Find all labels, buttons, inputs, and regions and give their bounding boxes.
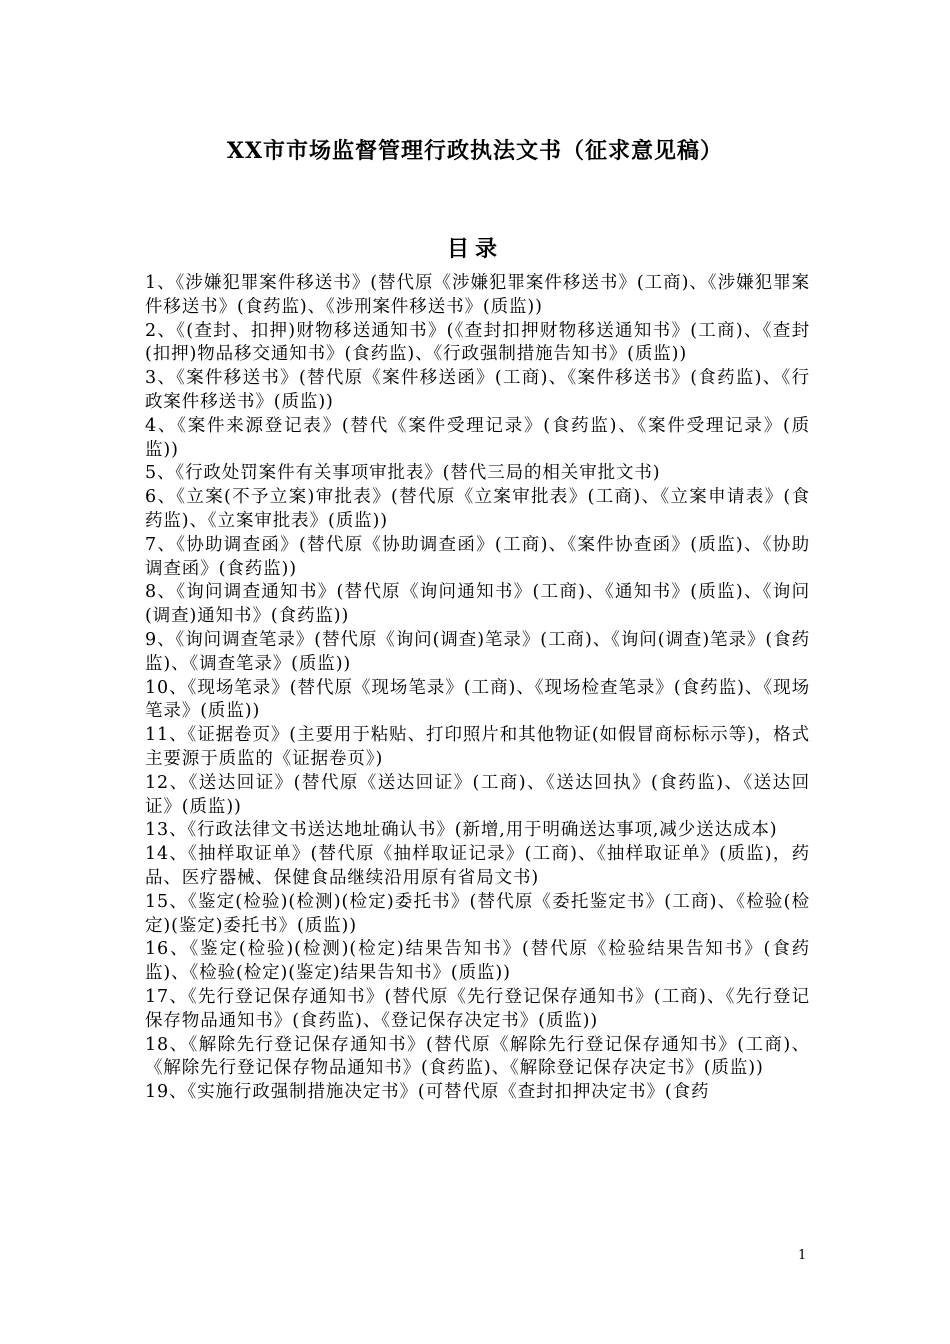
toc-item: 9、《询问调查笔录》(替代原《询问(调查)笔录》(工商)、《询问(调查)笔录》(食药监)、《调查笔录》(质监)) <box>145 629 810 674</box>
toc-item: 4、《案件来源登记表》(替代《案件受理记录》(食药监)、《案件受理记录》(质监)) <box>145 415 810 460</box>
page-number: 1 <box>798 1248 807 1263</box>
toc-item: 5、《行政处罚案件有关事项审批表》(替代三局的相关审批文书) <box>145 463 661 484</box>
toc-item: 19、《实施行政强制措施决定书》(可替代原《查封扣押决定书》(食药 <box>145 1082 710 1103</box>
toc-item: 6、《立案(不予立案)审批表》(替代原《立案审批表》(工商)、《立案申请表》(食药监)、《立案审批表》(质监)) <box>145 487 810 531</box>
table-of-contents <box>145 272 810 1105</box>
toc-item: 10、《现场笔录》(替代原《现场笔录》(工商)、《现场检查笔录》(食药监)、《现场笔录》(质监)) <box>145 677 810 722</box>
toc-item: 16、《鉴定(检验)(检测)(检定)结果告知书》(替代原《检验结果告知书》(食药监)、《检验(检定)(鉴定)结果告知书》(质监)) <box>145 939 810 984</box>
toc-heading: 目录 <box>446 236 503 262</box>
toc-item: 17、《先行登记保存通知书》(替代原《先行登记保存通知书》(工商)、《先行登记保存物品通知书》(食药监)、《登记保存决定书》(质监)) <box>145 986 810 1031</box>
toc-item: 8、《询问调查通知书》(替代原《询问通知书》(工商)、《通知书》(质监)、《询问(调查)通知书》(食药监)) <box>145 582 810 627</box>
toc-item: 18、《解除先行登记保存通知书》(替代原《解除先行登记保存通知书》(工商)、《解除先行登记保存物品通知书》(食药监)、《解除登记保存决定书》(质监)) <box>145 1034 810 1079</box>
toc-item: 14、《抽样取证单》(替代原《抽样取证记录》(工商)、《抽样取证单》(质监)，药品、医疗器械、保健食品继续沿用原有省局文书) <box>145 844 810 888</box>
toc-item: 7、《协助调查函》(替代原《协助调查函》(工商)、《案件协查函》(质监)、《协助调查函》(食药监)) <box>145 534 810 579</box>
toc-item: 3、《案件移送书》(替代原《案件移送函》(工商)、《案件移送书》(食药监)、《行政案件移送书》(质监)) <box>145 368 810 412</box>
toc-item: 12、《送达回证》(替代原《送达回证》(工商)、《送达回执》(食药监)、《送达回证》(质监)) <box>145 772 810 817</box>
toc-item: 15、《鉴定(检验)(检测)(检定)委托书》(替代原《委托鉴定书》(工商)、《检验(检定)(鉴定)委托书》(质监)) <box>145 891 810 936</box>
toc-item: 13、《行政法律文书送达地址确认书》(新增,用于明确送达事项,减少送达成本) <box>145 820 778 841</box>
toc-item: 11、《证据卷页》(主要用于粘贴、打印照片和其他物证(如假冒商标标示等)，格式主要源于质监的《证据卷页》) <box>145 725 810 769</box>
document-title: XX市市场监督管理行政执法文书（征求意见稿） <box>226 138 724 164</box>
toc-item: 2、《(查封、扣押)财物移送通知书》(《查封扣押财物移送通知书》(工商)、《查封(扣押)物品移交通知书》(食药监)、《行政强制措施告知书》(质监)) <box>145 320 810 365</box>
toc-item: 1、《涉嫌犯罪案件移送书》(替代原《涉嫌犯罪案件移送书》(工商)、《涉嫌犯罪案件移送书》(食药监)、《涉刑案件移送书》(质监)) <box>145 273 810 317</box>
